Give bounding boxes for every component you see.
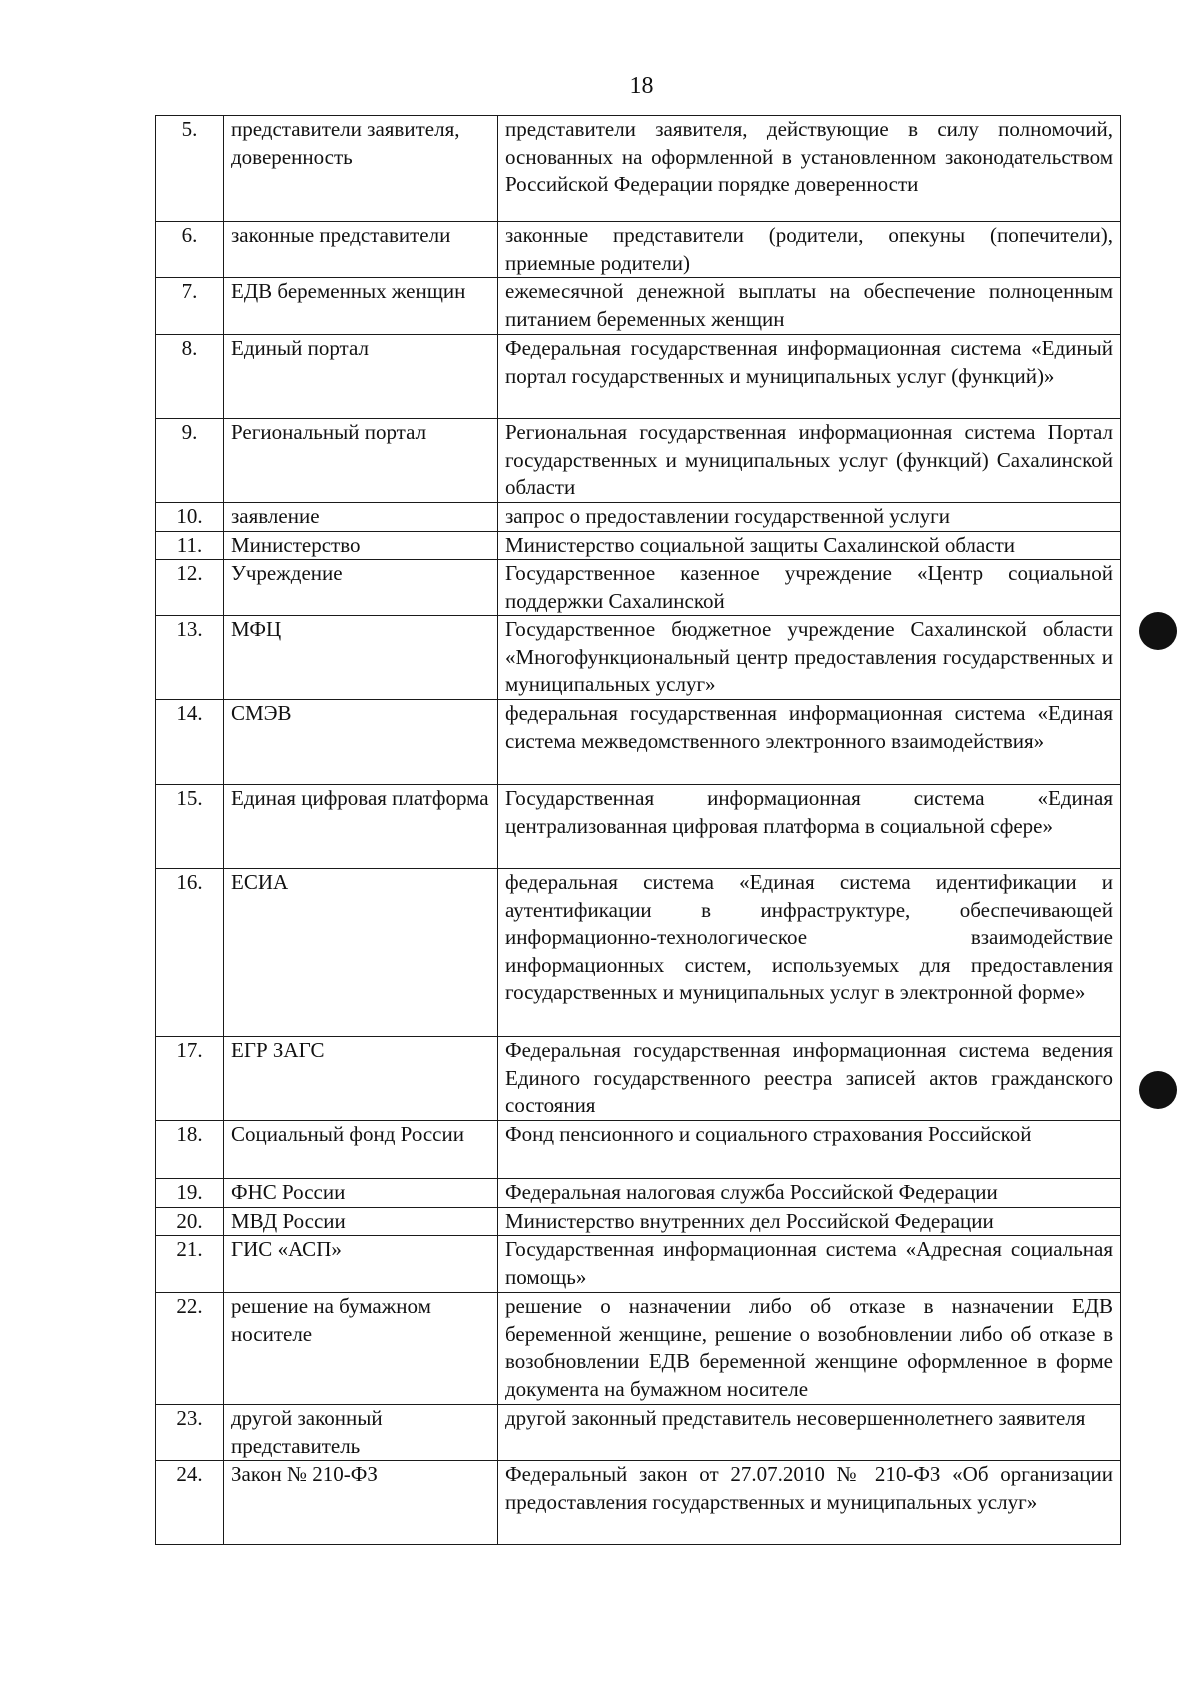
- row-number: 24.: [156, 1461, 224, 1545]
- table-row: [156, 503, 1121, 532]
- table-row: [156, 1207, 1121, 1236]
- row-number: 19.: [156, 1179, 224, 1208]
- term-cell: представители заявителя, доверенность: [224, 116, 498, 222]
- row-number: 5.: [156, 116, 224, 222]
- row-number: 8.: [156, 335, 224, 419]
- table-row: [156, 116, 1121, 222]
- page-number: 18: [629, 73, 654, 99]
- definition-cell: Фонд пенсионного и социального страхования Российской: [498, 1121, 1121, 1179]
- table-row: [156, 785, 1121, 869]
- row-number: 20.: [156, 1207, 224, 1236]
- definition-cell: Государственная информационная система «Единая централизованная цифровая платформа в социальной сфере»: [498, 785, 1121, 869]
- definition-cell: федеральная государственная информационная система «Единая система межведомственного электронного взаимодействия»: [498, 700, 1121, 785]
- row-number: 18.: [156, 1121, 224, 1179]
- definition-cell: Государственное бюджетное учреждение Сахалинской области «Многофункциональный центр предоставления государственных и муниципальных услуг»: [498, 616, 1121, 700]
- term-cell: ЕГР ЗАГС: [224, 1037, 498, 1121]
- term-cell: ЕСИА: [224, 869, 498, 1037]
- table-row: [156, 700, 1121, 785]
- table-row: [156, 531, 1121, 560]
- punch-hole-mark: [1139, 612, 1177, 650]
- term-cell: заявление: [224, 503, 498, 532]
- table-row: [156, 335, 1121, 419]
- term-cell: решение на бумажном носителе: [224, 1293, 498, 1405]
- definition-cell: Федеральная государственная информационная система «Единый портал государственных и муниципальных услуг (функций)»: [498, 335, 1121, 419]
- definition-cell: ежемесячной денежной выплаты на обеспечение полноценным питанием беременных женщин: [498, 278, 1121, 335]
- definition-cell: Региональная государственная информационная система Портал государственных и муниципальных услуг (функций) Сахалинской области: [498, 419, 1121, 503]
- row-number: 23.: [156, 1405, 224, 1461]
- table-row: [156, 1121, 1121, 1179]
- table-row: [156, 1179, 1121, 1208]
- definition-cell: представители заявителя, действующие в силу полномочий, основанных на оформленной в установленном законодательством Российской Федерации порядке доверенности: [498, 116, 1121, 222]
- table-row: [156, 1236, 1121, 1293]
- row-number: 16.: [156, 869, 224, 1037]
- row-number: 14.: [156, 700, 224, 785]
- term-cell: ГИС «АСП»: [224, 1236, 498, 1293]
- definition-cell: Федеральная государственная информационная система ведения Единого государственного реестра записей актов гражданского состояния: [498, 1037, 1121, 1121]
- definition-cell: Министерство внутренних дел Российской Федерации: [498, 1207, 1121, 1236]
- definition-cell: запрос о предоставлении государственной услуги: [498, 503, 1121, 532]
- table-row: [156, 1293, 1121, 1405]
- term-cell: законные представители: [224, 222, 498, 278]
- table-row: [156, 1461, 1121, 1545]
- row-number: 9.: [156, 419, 224, 503]
- table-row: [156, 1405, 1121, 1461]
- definition-cell: Государственная информационная система «Адресная социальная помощь»: [498, 1236, 1121, 1293]
- term-cell: Единый портал: [224, 335, 498, 419]
- table-row: [156, 1037, 1121, 1121]
- row-number: 13.: [156, 616, 224, 700]
- term-cell: СМЭВ: [224, 700, 498, 785]
- term-cell: МФЦ: [224, 616, 498, 700]
- row-number: 6.: [156, 222, 224, 278]
- definition-cell: Федеральная налоговая служба Российской Федерации: [498, 1179, 1121, 1208]
- definition-cell: другой законный представитель несовершеннолетнего заявителя: [498, 1405, 1121, 1461]
- table-row: [156, 869, 1121, 1037]
- punch-hole-mark: [1139, 1071, 1177, 1109]
- term-cell: другой законный представитель: [224, 1405, 498, 1461]
- term-cell: Министерство: [224, 531, 498, 560]
- definition-cell: законные представители (родители, опекуны (попечители), приемные родители): [498, 222, 1121, 278]
- term-cell: МВД России: [224, 1207, 498, 1236]
- row-number: 15.: [156, 785, 224, 869]
- row-number: 17.: [156, 1037, 224, 1121]
- table-row: [156, 616, 1121, 700]
- table-row: [156, 419, 1121, 503]
- row-number: 21.: [156, 1236, 224, 1293]
- definition-cell: Федеральный закон от 27.07.2010 № 210-ФЗ «Об организации предоставления государственных и муниципальных услуг»: [498, 1461, 1121, 1545]
- terms-table: [155, 115, 1121, 1545]
- term-cell: Единая цифровая платформа: [224, 785, 498, 869]
- term-cell: Закон № 210-ФЗ: [224, 1461, 498, 1545]
- term-cell: Региональный портал: [224, 419, 498, 503]
- definition-cell: Министерство социальной защиты Сахалинской области: [498, 531, 1121, 560]
- row-number: 7.: [156, 278, 224, 335]
- term-cell: Учреждение: [224, 560, 498, 616]
- definition-cell: Государственное казенное учреждение «Центр социальной поддержки Сахалинской: [498, 560, 1121, 616]
- table-row: [156, 560, 1121, 616]
- row-number: 11.: [156, 531, 224, 560]
- term-cell: ЕДВ беременных женщин: [224, 278, 498, 335]
- term-cell: Социальный фонд России: [224, 1121, 498, 1179]
- table-row: [156, 278, 1121, 335]
- row-number: 10.: [156, 503, 224, 532]
- definition-cell: решение о назначении либо об отказе в назначении ЕДВ беременной женщине, решение о возобновлении либо об отказе в возобновлении ЕДВ беременной женщине оформленное в форме документа на бумажном носителе: [498, 1293, 1121, 1405]
- definition-cell: федеральная система «Единая система идентификации и аутентификации в инфраструктуре, обеспечивающей информационно-технологическое взаимодействие информационных систем, используемых для предоставления государственных и муниципальных услуг в электронной форме»: [498, 869, 1121, 1037]
- row-number: 22.: [156, 1293, 224, 1405]
- row-number: 12.: [156, 560, 224, 616]
- table-row: [156, 222, 1121, 278]
- term-cell: ФНС России: [224, 1179, 498, 1208]
